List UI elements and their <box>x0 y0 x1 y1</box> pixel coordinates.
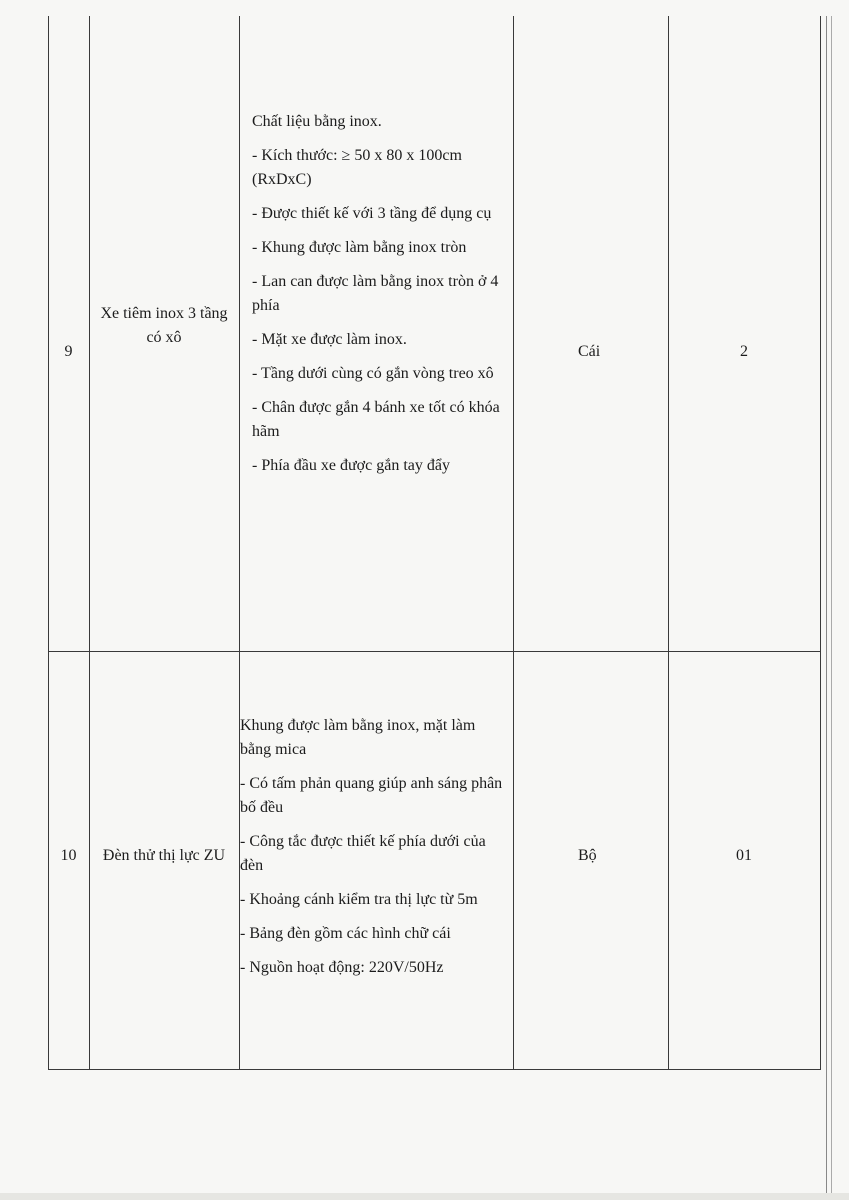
table-column-divider <box>668 16 669 1070</box>
spec-line: - Khoảng cánh kiểm tra thị lực từ 5m <box>240 891 478 908</box>
spec-line: - Khung được làm bằng inox tròn <box>252 239 467 256</box>
spec-line: - Mặt xe được làm inox. <box>252 331 407 348</box>
table-column-divider <box>89 16 90 1070</box>
table-cell-item-name: Đèn thử thị lực ZU <box>102 847 226 864</box>
table-border-bottom <box>48 1069 821 1070</box>
spec-line: - Có tấm phản quang giúp anh sáng phân bố đều <box>240 775 503 816</box>
table-border-left <box>48 16 49 1070</box>
table-cell-quantity: 2 <box>740 343 748 360</box>
table-cell-unit: Bộ <box>578 847 597 864</box>
spec-line: - Phía đầu xe được gắn tay đẩy <box>252 457 450 474</box>
table-cell-specifications <box>240 714 510 990</box>
table-row-divider <box>48 651 821 652</box>
table-cell-quantity: 01 <box>736 847 752 864</box>
spec-line: Chất liệu bằng inox. <box>252 113 382 130</box>
spec-line: - Công tắc được thiết kế phía dưới của đèn <box>240 833 486 874</box>
spec-line: - Lan can được làm bằng inox tròn ở 4 phía <box>252 273 499 314</box>
spec-line: - Bảng đèn gồm các hình chữ cái <box>240 925 451 942</box>
table-cell-item-name: Xe tiêm inox 3 tầng có xô <box>100 305 228 346</box>
spec-line: - Chân được gắn 4 bánh xe tốt có khóa hãm <box>252 399 500 440</box>
spec-line: - Kích thước: ≥ 50 x 80 x 100cm (RxDxC) <box>252 147 462 188</box>
table-column-divider <box>513 16 514 1070</box>
spec-line: - Tầng dưới cùng có gắn vòng treo xô <box>252 365 494 382</box>
table-cell-specifications <box>246 110 508 488</box>
table-border-right <box>820 16 821 1070</box>
spec-line: - Nguồn hoạt động: 220V/50Hz <box>240 959 444 976</box>
table-cell-stt: 10 <box>60 847 77 864</box>
table-cell-stt: 9 <box>64 343 73 360</box>
spec-line: - Được thiết kế với 3 tầng để dụng cụ <box>252 205 492 222</box>
spec-line: Khung được làm bằng inox, mặt làm bằng mica <box>240 717 476 758</box>
scan-bottom-edge <box>0 1193 849 1200</box>
scan-edge-line <box>826 16 827 1200</box>
scan-edge-line <box>831 16 832 1200</box>
table-cell-unit: Cái <box>578 343 601 360</box>
